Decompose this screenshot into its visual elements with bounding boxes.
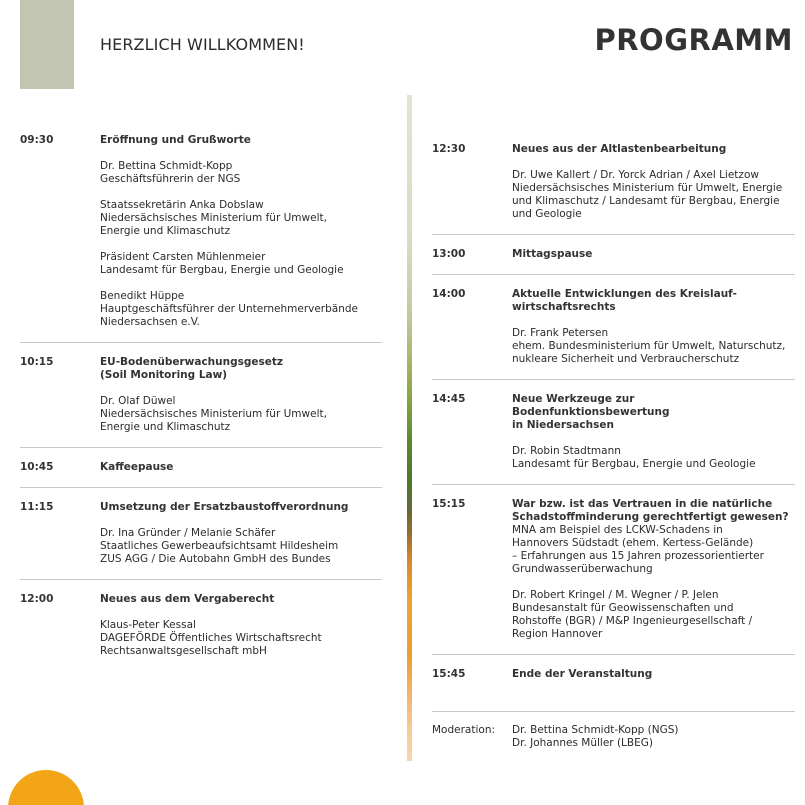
- speaker-block: [512, 589, 795, 641]
- speaker-affiliation: Energie und Klimaschutz: [100, 421, 231, 433]
- entry-content: [100, 501, 382, 566]
- entry-time: 12:30: [432, 143, 466, 155]
- speaker-block: [100, 527, 382, 566]
- entry-time: 15:15: [432, 498, 466, 510]
- entry-time: 11:15: [20, 501, 54, 513]
- moderator-name: Dr. Johannes Müller (LBEG): [512, 737, 653, 749]
- column-divider-gradient: [407, 95, 412, 761]
- speaker-affiliation: Staatliches Gewerbeaufsichtsamt Hildesheim: [100, 540, 339, 552]
- moderation-block: [432, 711, 795, 750]
- speaker-affiliation: Niedersächsisches Ministerium für Umwelt,: [100, 212, 327, 224]
- speaker-block: [100, 290, 382, 329]
- entry-subtitle: (Soil Monitoring Law): [100, 369, 228, 381]
- entry-title: Ende der Veranstaltung: [512, 668, 653, 680]
- entry-time: 14:00: [432, 288, 466, 300]
- speaker-block: [512, 327, 795, 366]
- entry-content: [512, 668, 795, 681]
- entry-title: EU-Bodenüberwachungsgesetz: [100, 356, 284, 368]
- speaker-affiliation: und Geologie: [512, 208, 582, 220]
- entry-content: [100, 461, 382, 474]
- description-line: Hannovers Südstadt (ehem. Kertess-Gelände): [512, 537, 754, 549]
- entry-content: [512, 143, 795, 221]
- speaker-affiliation: Landesamt für Bergbau, Energie und Geologie: [100, 264, 344, 276]
- entry-content: [512, 248, 795, 261]
- program-entry: [432, 380, 795, 485]
- speaker-affiliation: und Klimaschutz / Landesamt für Bergbau, Energie: [512, 195, 780, 207]
- moderator-name: Dr. Bettina Schmidt-Kopp (NGS): [512, 724, 679, 736]
- speaker-name: Staatssekretärin Anka Dobslaw: [100, 199, 264, 211]
- entry-content: [512, 393, 795, 471]
- speaker-affiliation: Niedersächsisches Ministerium für Umwelt, Energie: [512, 182, 783, 194]
- description-line: MNA am Beispiel des LCKW-Schadens in: [512, 524, 723, 536]
- program-entry: [20, 134, 382, 343]
- entry-title: Umsetzung der Ersatzbaustoffverordnung: [100, 501, 349, 513]
- speaker-block: [100, 395, 382, 434]
- speaker-affiliation: Bundesanstalt für Geowissenschaften und: [512, 602, 734, 614]
- speaker-block: [100, 160, 382, 186]
- description-line: Grundwasserüberwachung: [512, 563, 653, 575]
- speaker-block: [100, 619, 382, 658]
- entry-title: Aktuelle Entwicklungen des Kreislauf-: [512, 288, 737, 300]
- program-entry: [432, 235, 795, 275]
- program-entry: [432, 655, 795, 715]
- entry-description: [512, 524, 795, 576]
- entry-content: [100, 356, 382, 434]
- entry-time: 10:15: [20, 356, 54, 368]
- speaker-name: Klaus-Peter Kessal: [100, 619, 196, 631]
- speaker-block: [100, 199, 382, 238]
- entry-title: Neues aus der Altlastenbearbeitung: [512, 143, 727, 155]
- program-entry: [20, 580, 382, 671]
- entry-title: Eröffnung und Grußworte: [100, 134, 251, 146]
- entry-time: 15:45: [432, 668, 466, 680]
- decorative-orange-circle: [8, 770, 84, 805]
- entry-time: 10:45: [20, 461, 54, 473]
- speaker-name: Dr. Robin Stadtmann: [512, 445, 621, 457]
- moderation-names: [512, 724, 678, 750]
- speaker-name: Benedikt Hüppe: [100, 290, 185, 302]
- program-right-column: [432, 143, 795, 715]
- speaker-block: [100, 251, 382, 277]
- description-line: – Erfahrungen aus 15 Jahren prozessorientierter: [512, 550, 764, 562]
- speaker-affiliation: ZUS AGG / Die Autobahn GmbH des Bundes: [100, 553, 331, 565]
- speaker-affiliation: Niedersächsisches Ministerium für Umwelt,: [100, 408, 327, 420]
- entry-title: Neues aus dem Vergaberecht: [100, 593, 275, 605]
- speaker-affiliation: Hauptgeschäftsführer der Unternehmerverbände: [100, 303, 359, 315]
- speaker-affiliation: Rechtsanwaltsgesellschaft mbH: [100, 645, 267, 657]
- header-accent-block: [20, 0, 74, 89]
- speaker-affiliation: Geschäftsführerin der NGS: [100, 173, 241, 185]
- entry-title: Mittagspause: [512, 248, 593, 260]
- program-entry: [20, 488, 382, 580]
- entry-time: 09:30: [20, 134, 54, 146]
- entry-time: 12:00: [20, 593, 54, 605]
- speaker-affiliation: Rohstoffe (BGR) / M&P Ingenieurgesellschaft /: [512, 615, 753, 627]
- program-left-column: [20, 134, 382, 671]
- entry-time: 14:45: [432, 393, 466, 405]
- entry-title: Kaffeepause: [100, 461, 174, 473]
- speaker-name: Dr. Olaf Düwel: [100, 395, 176, 407]
- speaker-affiliation: Niedersachsen e.V.: [100, 316, 200, 328]
- entry-content: [100, 134, 382, 329]
- entry-subtitle: in Niedersachsen: [512, 419, 614, 431]
- speaker-name: Dr. Ina Gründer / Melanie Schäfer: [100, 527, 276, 539]
- speaker-affiliation: DAGEFÖRDE Öffentliches Wirtschaftsrecht: [100, 632, 322, 644]
- program-entry: [432, 275, 795, 380]
- speaker-affiliation: Landesamt für Bergbau, Energie und Geologie: [512, 458, 756, 470]
- speaker-affiliation: nukleare Sicherheit und Verbraucherschutz: [512, 353, 740, 365]
- speaker-affiliation: Energie und Klimaschutz: [100, 225, 231, 237]
- program-entry: [20, 343, 382, 448]
- entry-title: Neue Werkzeuge zur Bodenfunktionsbewertung: [512, 393, 670, 418]
- speaker-name: Dr. Uwe Kallert / Dr. Yorck Adrian / Axel Lietzow: [512, 169, 759, 181]
- entry-subtitle: wirtschaftsrechts: [512, 301, 616, 313]
- program-entry: [20, 448, 382, 488]
- speaker-block: [512, 169, 795, 221]
- speaker-block: [512, 445, 795, 471]
- welcome-heading: HERZLICH WILLKOMMEN!: [100, 35, 305, 54]
- entry-content: [100, 593, 382, 658]
- speaker-name: Dr. Bettina Schmidt-Kopp: [100, 160, 233, 172]
- speaker-name: Dr. Frank Petersen: [512, 327, 609, 339]
- programm-title: PROGRAMM: [594, 23, 793, 57]
- speaker-name: Dr. Robert Kringel / M. Wegner / P. Jelen: [512, 589, 719, 601]
- entry-content: [512, 288, 795, 366]
- entry-subtitle: Schadstoffminderung gerechtfertigt gewesen?: [512, 511, 789, 523]
- speaker-affiliation: Region Hannover: [512, 628, 603, 640]
- entry-content: [512, 498, 795, 641]
- program-entry: [432, 485, 795, 655]
- entry-title: War bzw. ist das Vertrauen in die natürliche: [512, 498, 773, 510]
- moderation-label: Moderation:: [432, 724, 496, 736]
- speaker-affiliation: ehem. Bundesministerium für Umwelt, Naturschutz,: [512, 340, 786, 352]
- speaker-name: Präsident Carsten Mühlenmeier: [100, 251, 266, 263]
- entry-time: 13:00: [432, 248, 466, 260]
- program-entry: [432, 143, 795, 235]
